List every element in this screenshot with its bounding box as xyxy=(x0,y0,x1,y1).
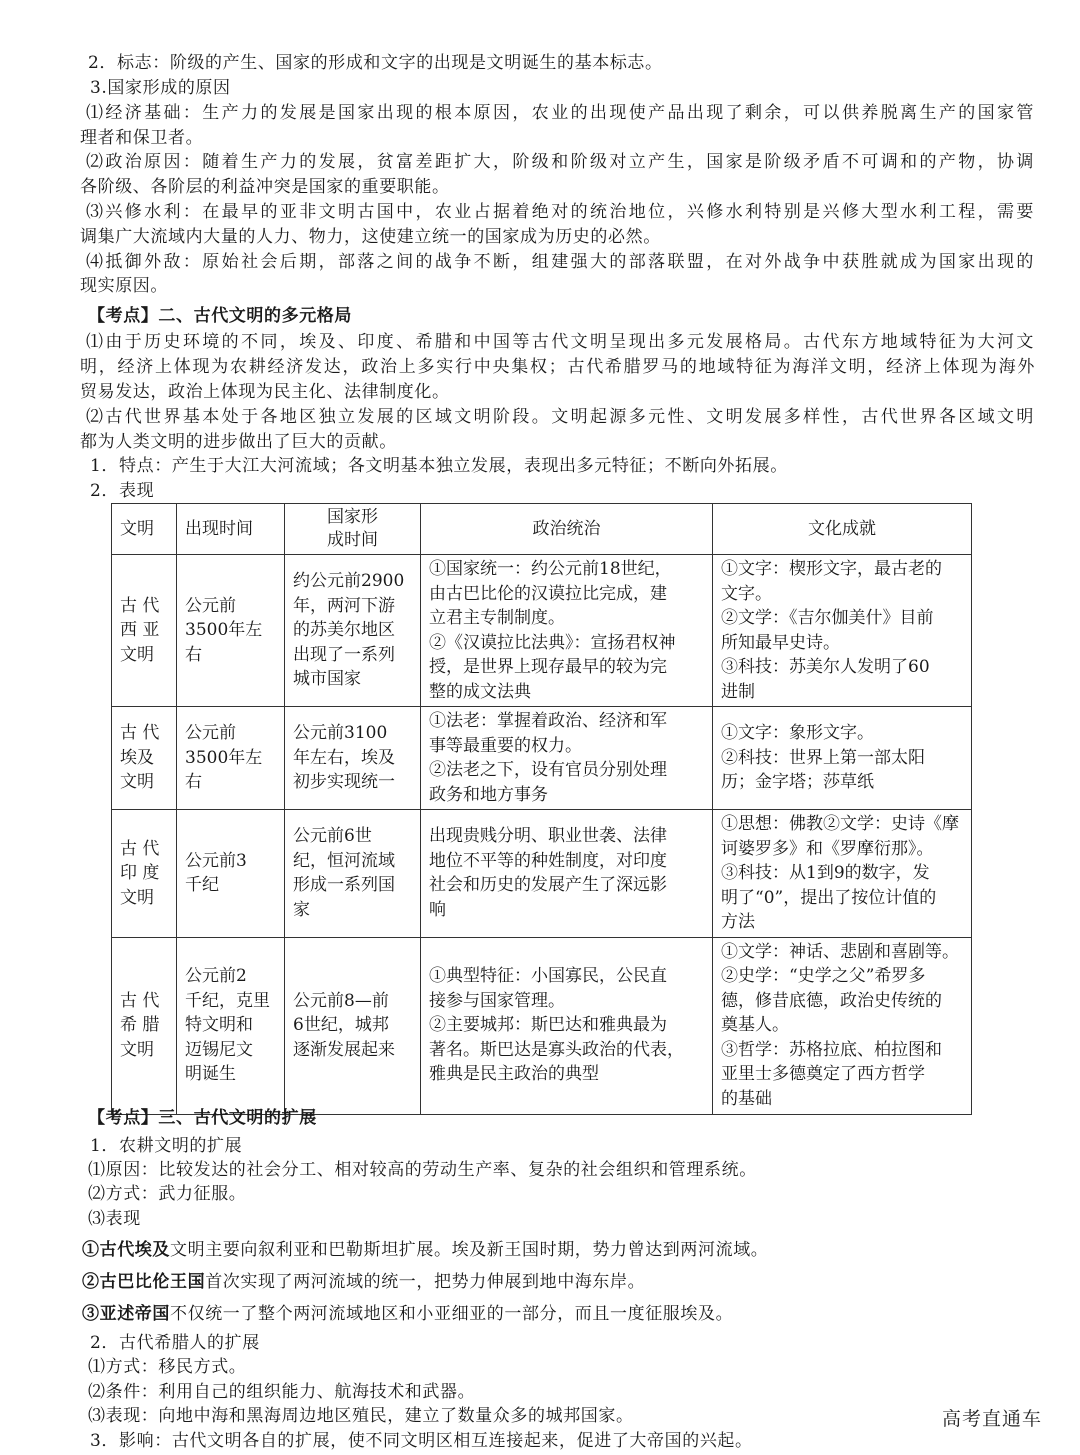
table-cell: 公元前3100 年左右，埃及 初步实现统一 xyxy=(285,707,421,810)
table-cell: ①文字：象形文字。 ②科技：世界上第一部太阳 历；金字塔；莎草纸 xyxy=(713,707,972,810)
table-header-row xyxy=(112,504,972,555)
bullet-text: 首次实现了两河流域的统一，把势力伸展到地中海东岸。 xyxy=(205,1272,646,1292)
bullet-bold: ③亚述帝国 xyxy=(82,1304,170,1324)
bullet-line xyxy=(82,1239,768,1261)
text-line: 1．特点：产生于大江大河流域；各文明基本独立发展，表现出多元特征；不断向外拓展。 xyxy=(90,456,788,476)
text-line: 3．影响：古代文明各自的扩展，使不同文明区相互连接起来，促进了大帝国的兴起。 xyxy=(90,1431,753,1451)
text-line: ⑶表现 xyxy=(88,1209,141,1229)
text-line: 2．标志：阶级的产生、国家的形成和文字的出现是文明诞生的基本标志。 xyxy=(88,53,663,73)
civilizations-table xyxy=(111,503,972,1115)
table-cell: ①思想：佛教②文学：史诗《摩 诃婆罗多》和《罗摩衍那》。 ③科技：从1到9的数字，发 明了“0”，提出了按位计值的 方法 xyxy=(713,810,972,938)
bullet-bold: ①古代埃及 xyxy=(82,1240,170,1260)
text-line: ⑴方式：移民方式。 xyxy=(88,1357,247,1377)
table-cell: 公元前3 千纪 xyxy=(177,810,285,938)
table-cell: 公元前8—前 6世纪，城邦 逐渐发展起来 xyxy=(285,937,421,1114)
text-line: ⑶表现：向地中海和黑海周边地区殖民，建立了数量众多的城邦国家。 xyxy=(88,1406,634,1426)
text-line: ⑷抵御外敌：原始社会后期，部落之间的战争不断，组建强大的部落联盟，在对外战争中获胜就成为国家出现的 xyxy=(86,252,1034,272)
table-cell: ①法老：掌握着政治、经济和军 事等最重要的权力。 ②法老之下，设有官员分别处理 政务和地方事务 xyxy=(421,707,713,810)
table-cell: 公元前6世 纪，恒河流域 形成一系列国 家 xyxy=(285,810,421,938)
table-row xyxy=(112,555,972,707)
watermark: 高考直通车 xyxy=(942,1408,1043,1430)
header-cell: 政治统治 xyxy=(421,504,713,555)
table-cell: ①国家统一：约公元前18世纪， 由古巴比伦的汉谟拉比完成，建 立君主专制制度。 ②《汉谟拉比法典》：宣扬君权神 授，是世界上现存最早的较为完 整的成文法典 xyxy=(421,555,713,707)
text-line: ⑴经济基础：生产力的发展是国家出现的根本原因，农业的出现使产品出现了剩余，可以供养脱离生产的国家管 xyxy=(86,103,1034,123)
table-cell: 古 代 希 腊 文明 xyxy=(112,937,177,1114)
table-row xyxy=(112,707,972,810)
text-line: 调集广大流域内大量的人力、物力，这使建立统一的国家成为历史的必然。 xyxy=(80,227,661,247)
text-line: 理者和保卫者。 xyxy=(80,128,204,148)
table-row xyxy=(112,937,972,1114)
header-cell: 文明 xyxy=(112,504,177,555)
text-line: ⑵政治原因：随着生产力的发展，贫富差距扩大，阶级和阶级对立产生，国家是阶级矛盾不可调和的产物，协调 xyxy=(86,152,1034,172)
text-line: 2．古代希腊人的扩展 xyxy=(90,1333,260,1353)
text-line: ⑵条件：利用自己的组织能力、航海技术和武器。 xyxy=(88,1382,476,1402)
text-line: ⑴原因：比较发达的社会分工、相对较高的劳动生产率、复杂的社会组织和管理系统。 xyxy=(88,1160,757,1180)
table-cell: 出现贵贱分明、职业世袭、法律 地位不平等的种姓制度，对印度 社会和历史的发展产生了深远影 响 xyxy=(421,810,713,938)
table-row xyxy=(112,810,972,938)
header-cell: 文化成就 xyxy=(713,504,972,555)
table-cell: 古 代 印 度 文明 xyxy=(112,810,177,938)
table-cell: ①文字：楔形文字，最古老的 文字。 ②文学：《吉尔伽美什》目前 所知最早史诗。 ③科技：苏美尔人发明了60 进制 xyxy=(713,555,972,707)
bullet-text: 不仅统一了整个两河流域地区和小亚细亚的一部分，而且一度征服埃及。 xyxy=(170,1304,734,1324)
section-heading: 【考点】三、古代文明的扩展 xyxy=(88,1108,317,1128)
table-cell: 公元前2 千纪，克里 特文明和 迈锡尼文 明诞生 xyxy=(177,937,285,1114)
text-line: 都为人类文明的进步做出了巨大的贡献。 xyxy=(80,432,397,452)
text-line: 现实原因。 xyxy=(80,276,168,296)
text-line: 贸易发达，政治上体现为民主化、法律制度化。 xyxy=(80,382,450,402)
text-line: 1．农耕文明的扩展 xyxy=(90,1136,243,1156)
section-heading: 【考点】二、古代文明的多元格局 xyxy=(88,306,352,326)
text-line: ⑵方式：武力征服。 xyxy=(88,1184,247,1204)
table-cell: 公元前 3500年左 右 xyxy=(177,707,285,810)
text-line: 2．表现 xyxy=(90,481,155,501)
text-line: 明，经济上体现为农耕经济发达，政治上多实行中央集权；古代希腊罗马的地域特征为海洋文明，经济上体现为海外 xyxy=(80,357,1035,377)
table-cell: 古 代 西 亚 文明 xyxy=(112,555,177,707)
bullet-line xyxy=(82,1271,645,1293)
bullet-line xyxy=(82,1303,733,1325)
table-cell: ①文学：神话、悲剧和喜剧等。 ②史学：“史学之父”希罗多 德，修昔底德，政治史传统的 奠基人。 ③哲学：苏格拉底、柏拉图和 亚里士多德奠定了西方哲学 的基础 xyxy=(713,937,972,1114)
text-line: 3.国家形成的原因 xyxy=(90,78,231,98)
table-cell: 古 代 埃及 文明 xyxy=(112,707,177,810)
header-cell: 出现时间 xyxy=(177,504,285,555)
table-cell: 约公元前2900 年，两河下游 的苏美尔地区 出现了一系列 城市国家 xyxy=(285,555,421,707)
bullet-bold: ②古巴比伦王国 xyxy=(82,1272,206,1292)
table-cell: ①典型特征：小国寡民，公民直 接参与国家管理。 ②主要城邦：斯巴达和雅典最为 著名。斯巴达是寡头政治的代表， 雅典是民主政治的典型 xyxy=(421,937,713,1114)
text-line: ⑵古代世界基本处于各地区独立发展的区域文明阶段。文明起源多元性、文明发展多样性，古代世界各区域文明 xyxy=(86,407,1034,427)
table-cell: 公元前 3500年左 右 xyxy=(177,555,285,707)
bullet-text: 文明主要向叙利亚和巴勒斯坦扩展。埃及新王国时期，势力曾达到两河流域。 xyxy=(170,1240,769,1260)
text-line: ⑴由于历史环境的不同，埃及、印度、希腊和中国等古代文明呈现出多元发展格局。古代东方地域特征为大河文 xyxy=(86,332,1034,352)
header-cell: 国家形 成时间 xyxy=(285,504,421,555)
text-line: 各阶级、各阶层的利益冲突是国家的重要职能。 xyxy=(80,177,450,197)
text-line: ⑶兴修水利：在最早的亚非文明古国中，农业占据着绝对的统治地位，兴修水利特别是兴修大型水利工程，需要 xyxy=(86,202,1034,222)
